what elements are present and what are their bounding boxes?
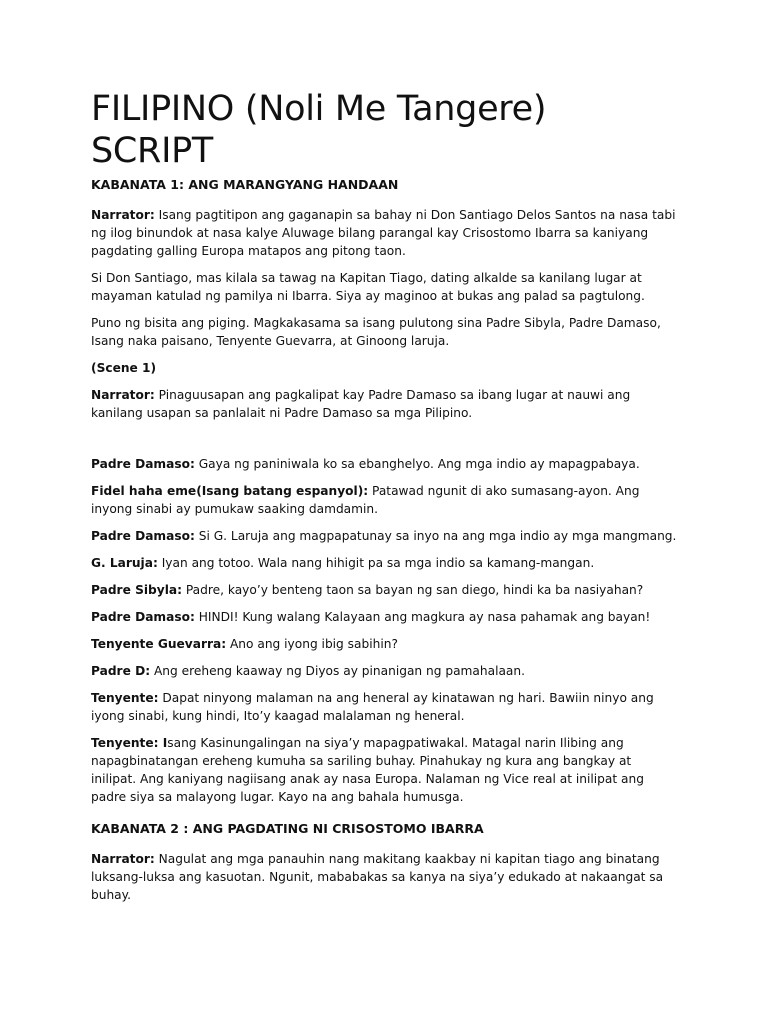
- body-paragraph: [91, 314, 680, 350]
- paragraph-text: Nagulat ang mga panauhin nang makitang kaakbay ni kapitan tiago ang binatang luksang-luksa ang kasuotan. Ngunit, mababakas sa kanya na siya’y edukado at nakaangat sa buhay.: [91, 852, 664, 902]
- speaker-label: Padre Damaso:: [91, 529, 195, 543]
- scene-label: (Scene 1): [91, 361, 157, 375]
- dialogue-line: [91, 581, 680, 599]
- dialogue-text: HINDI! Kung walang Kalayaan ang magkura ay nasa pahamak ang bayan!: [194, 610, 651, 624]
- speaker-label: Padre Damaso:: [91, 457, 195, 471]
- speaker-label: Tenyente:: [91, 691, 159, 705]
- dialogue-line: [91, 455, 680, 473]
- title-line-2: SCRIPT: [91, 131, 213, 171]
- dialogue-line: [91, 734, 680, 806]
- narration-paragraph: [91, 850, 680, 904]
- speaker-label: G. Laruja:: [91, 556, 158, 570]
- speaker-label: Narrator:: [91, 208, 155, 222]
- dialogue-line: [91, 554, 680, 572]
- document-title: [91, 88, 680, 172]
- speaker-label: Tenyente: I: [91, 736, 168, 750]
- dialogue-text: Patawad ngunit di ako sumasang-ayon. Ang inyong sinabi ay pumukaw saaking damdamin.: [91, 484, 640, 516]
- body-paragraph: [91, 269, 680, 305]
- dialogue-text: Dapat ninyong malaman na ang heneral ay kinatawan ng hari. Bawiin ninyo ang iyong sinabi, kung hindi, Ito’y kaagad malalaman ng heneral.: [91, 691, 654, 723]
- dialogue-line: [91, 635, 680, 653]
- paragraph-text: Isang pagtitipon ang gaganapin sa bahay ni Don Santiago Delos Santos na nasa tabi ng ilog binundok at nasa kalye Aluwage bilang parangal kay Crisostomo Ibarra sa kaniyang pagdating galling Europa matapos ang pitong taon.: [91, 208, 676, 258]
- chapter-2-heading: KABANATA 2 : ANG PAGDATING NI CRISOSTOMO IBARRA: [91, 821, 484, 836]
- chapter-1-heading: KABANATA 1: ANG MARANGYANG HANDAAN: [91, 177, 399, 192]
- dialogue-text: sang Kasinungalingan na siya’y mapagpatiwakal. Matagal narin Ilibing ang napagbinatangan ereheng kumuha sa sariling buhay. Pinahukay ng kura ang bangkay at inilipat. Ang kaniyang nagiisang anak ay nasa Europa. Nalaman ng Vice real at inilipat ang padre siya sa malayong lugar. Kayo na ang bahala humusga.: [91, 736, 644, 804]
- dialogue-text: Ano ang iyong ibig sabihin?: [226, 637, 398, 651]
- dialogue-text: Gaya ng paniniwala ko sa ebanghelyo. Ang mga indio ay mapagpabaya.: [194, 457, 640, 471]
- dialogue-text: Iyan ang totoo. Wala nang hihigit pa sa mga indio sa kamang-mangan.: [157, 556, 595, 570]
- speaker-label: Padre Sibyla:: [91, 583, 182, 597]
- paragraph-text: Pinaguusapan ang pagkalipat kay Padre Damaso sa ibang lugar at nauwi ang kanilang usapan sa panlalait ni Padre Damaso sa mga Pilipino.: [91, 388, 631, 420]
- dialogue-line: [91, 689, 680, 725]
- dialogue-line: [91, 608, 680, 626]
- speaker-label: Padre D:: [91, 664, 151, 678]
- blank-line: [91, 431, 680, 455]
- dialogue-line: [91, 527, 680, 545]
- speaker-label: Narrator:: [91, 852, 155, 866]
- paragraph-text: Puno ng bisita ang piging. Magkakasama sa isang pulutong sina Padre Sibyla, Padre Damaso, Isang naka paisano, Tenyente Guevarra, at Ginoong laruja.: [91, 316, 661, 348]
- dialogue-text: Si G. Laruja ang magpapatunay sa inyo na ang mga indio ay mga mangmang.: [194, 529, 677, 543]
- title-line-1: FILIPINO (Noli Me Tangere): [91, 89, 547, 129]
- paragraph-text: Si Don Santiago, mas kilala sa tawag na Kapitan Tiago, dating alkalde sa kanilang lugar at mayaman katulad ng pamilya ni Ibarra. Siya ay maginoo at bukas ang palad sa pagtulong.: [91, 271, 645, 303]
- speaker-label: Padre Damaso:: [91, 610, 195, 624]
- dialogue-line: [91, 482, 680, 518]
- speaker-label: Tenyente Guevarra:: [91, 637, 227, 651]
- dialogue-text: Ang ereheng kaaway ng Diyos ay pinanigan ng pamahalaan.: [150, 664, 525, 678]
- narration-paragraph: [91, 386, 680, 422]
- speaker-label: Narrator:: [91, 388, 155, 402]
- dialogue-text: Padre, kayo’y benteng taon sa bayan ng san diego, hindi ka ba nasiyahan?: [181, 583, 644, 597]
- narration-paragraph: [91, 206, 680, 260]
- dialogue-line: [91, 662, 680, 680]
- speaker-label: Fidel haha eme(Isang batang espanyol):: [91, 484, 369, 498]
